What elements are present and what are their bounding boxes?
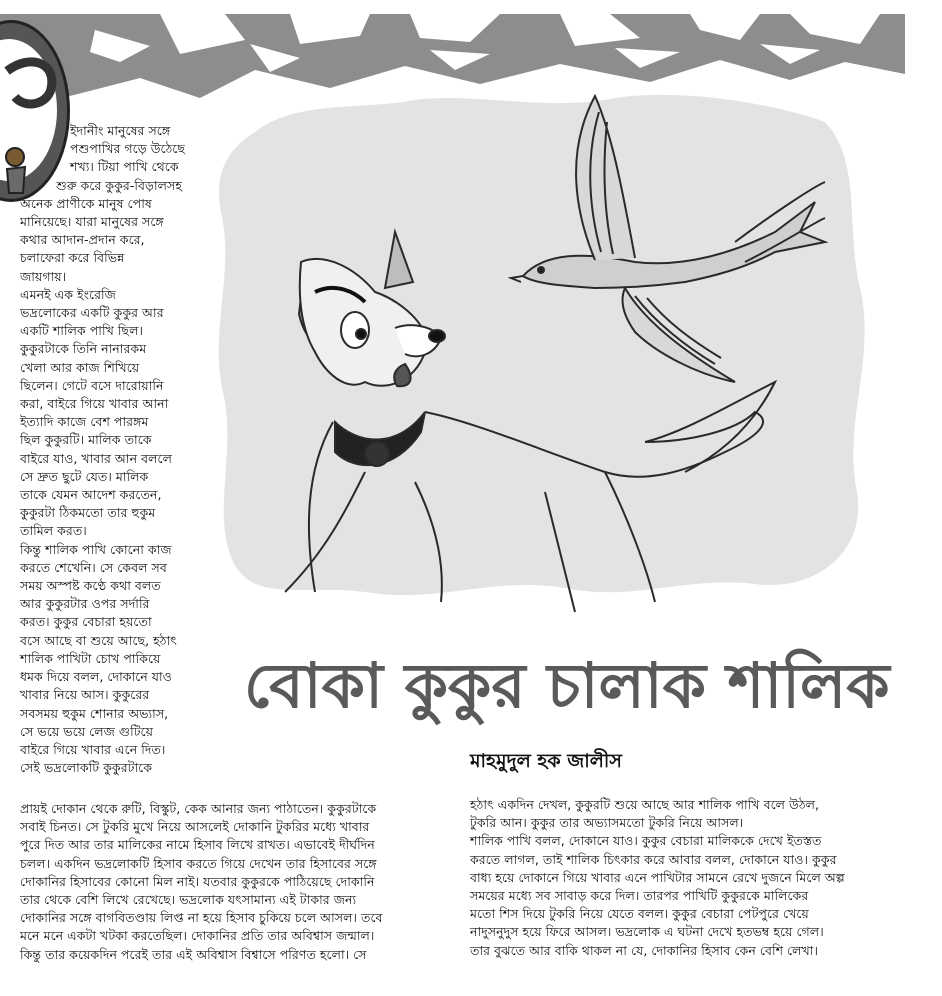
text-line: বাধ্য হয়ে দোকানে গিয়ে খাবার এনে পাখিটার সামনে রেখে দুজনে মিলে অল্প <box>470 869 845 885</box>
text-line: করতে লাগল, তাই শালিক চিৎকার করে আবার বলল, দোকানে যাও। কুকুর <box>470 851 837 867</box>
text-line: কুকুরটাকে তিনি নানারকম <box>20 341 147 357</box>
text-line: সে ভয়ে ভয়ে লেজ গুটিয়ে <box>20 723 154 739</box>
text-line: কিন্তু তার কয়েকদিন পরেই তার এই অবিশ্বাস বিশ্বাসে পরিণত হলো। সে <box>20 946 367 962</box>
text-line: প্রায়ই দোকান থেকে রুটি, বিস্কুট, কেক আনার জন্য পাঠাতেন। কুকুরটাকে <box>20 801 377 816</box>
text-line: বসে আছে বা শুয়ে আছে, হঠাৎ <box>20 632 177 648</box>
text-line: শালিক পাখিটা চোখ পাকিয়ে <box>20 650 161 666</box>
text-line: অনেক প্রাণীকে মানুষ পোষ <box>20 195 152 211</box>
text-line: ইত্যাদি কাজে বেশ পারঙ্গম <box>20 414 149 430</box>
text-line: আর কুকুরটার ওপর সর্দারি <box>20 596 150 612</box>
text-line: এমনই এক ইংরেজি <box>20 286 116 302</box>
text-line: পুরে দিত আর তার মালিকের নামে হিসাব লিখে রাখত। এভাবেই দীর্ঘদিন <box>20 837 375 853</box>
text-line: মতো শিস দিয়ে টুকরি নিয়ে যেতে বলল। কুকুর বেচারা পেটপুরে খেয়ে <box>470 906 809 922</box>
text-line: ছিল কুকুরটি। মালিক তাকে <box>20 432 152 448</box>
text-line: বাইরে যাও, খাবার আন বললে <box>20 450 172 466</box>
text-line: সময় অস্পষ্ট কণ্ঠে কথা বলত <box>20 578 161 594</box>
text-line: তামিল করত। <box>20 523 87 539</box>
text-line: মনে মনে একটা খটকা করতেছিল। দোকানির প্রতি তার অবিশ্বাস জন্মাল। <box>20 928 375 944</box>
text-line: টুকরি আন। কুকুর তার অভ্যাসমতো টুকরি নিয়ে আসল। <box>470 815 744 831</box>
text-line: চলল। একদিন ভদ্রলোকটি হিসাব করতে গিয়ে দেখেন তার হিসাবের সঙ্গে <box>20 855 377 871</box>
text-line: দোকানির সঙ্গে বাগবিতণ্ডায় লিপ্ত না হয়ে হিসাব চুকিয়ে চলে আসল। তবে <box>20 910 383 926</box>
text-line: একটি শালিক পাখি ছিল। <box>20 323 143 339</box>
text-line: কথার আদান-প্রদান করে, <box>20 232 145 248</box>
left-text-column <box>20 122 208 777</box>
text-line: কুকুরটা ঠিকমতো তার হুকুম <box>20 505 156 521</box>
author-byline: মাহমুদুল হক জালীস <box>470 750 622 772</box>
text-line: সবাই চিনত। সে টুকরি মুখে নিয়ে আসলেই দোকানি টুকরির মধ্যে খাবার <box>20 819 370 835</box>
text-line: মানিয়েছে। যারা মানুষের সঙ্গে <box>20 214 164 230</box>
article-title: বোকা কুকুর চালাক শালিক <box>244 649 890 722</box>
text-line: ছিলেন। গেটে বসে দারোয়ানি <box>20 377 164 393</box>
story-illustration <box>215 92 865 622</box>
text-line: জায়গায়। <box>20 268 67 284</box>
text-line: দোকানির হিসাবের কোনো মিল নাই। যতবার কুকুরকে পাঠিয়েছে দোকানি <box>20 873 375 889</box>
text-line: করতে শেখেনি। সে কেবল সব <box>20 559 167 575</box>
text-line: করা, বাইরে গিয়ে খাবার আনা <box>20 396 169 412</box>
text-line: সেই ভদ্রলোকটি কুকুরটাকে <box>20 760 153 776</box>
text-line: তার থেকে বেশি লিখে রেখেছে। ভদ্রলোক যৎসামান্য এই টাকার জন্য <box>20 892 357 908</box>
text-line: করত। কুকুর বেচারা হয়তো <box>20 614 152 630</box>
text-line: খেলা আর কাজ শিখিয়ে <box>20 359 140 375</box>
wide-text-column <box>20 800 435 964</box>
right-text-column <box>470 796 920 960</box>
text-line: কিন্তু শালিক পাখি কোনো কাজ <box>20 541 172 557</box>
text-line: খাবার নিয়ে আস। কুকুরের <box>20 687 150 703</box>
text-line: তাকে যেমন আদেশ করতেন, <box>20 487 162 503</box>
text-line: বাইরে গিয়ে খাবার এনে দিত। <box>20 741 166 757</box>
text-line: চলাফেরা করে বিভিন্ন <box>20 250 125 266</box>
text-line: ইদানীং মানুষের সঙ্গে <box>70 123 171 138</box>
text-line: ধমক দিয়ে বলল, দোকানে যাও <box>20 669 172 685</box>
text-line: ভদ্রলোকের একটি কুকুর আর <box>20 305 164 321</box>
text-line: শুরু করে কুকুর-বিড়ালসহ <box>56 177 182 193</box>
text-line: সবসময় হুকুম শোনার অভ্যাস, <box>20 705 169 721</box>
text-line: সে দ্রুত ছুটে যেত। মালিক <box>20 468 149 484</box>
text-line: তার বুঝতে আর বাকি থাকল না যে, দোকানির হিসাব কেন বেশি লেখা। <box>470 942 818 958</box>
text-line: হঠাৎ একদিন দেখল, কুকুরটি শুয়ে আছে আর শালিক পাখি বলে উঠল, <box>470 797 819 812</box>
text-line: নাদুসনুদুস হয়ে ফিরে আসল। ভদ্রলোক এ ঘটনা দেখে হতভম্ব হয়ে গেল। <box>470 924 824 940</box>
text-line: শখ্য। টিয়া পাখি থেকে <box>70 159 179 175</box>
text-line: সময়ের মধ্যে সব সাবাড় করে দিল। তারপর পাখিটি কুকুরকে মালিকের <box>470 888 809 904</box>
text-line: পশুপাখির গড়ে উঠেছে <box>70 141 185 157</box>
text-line: শালিক পাখি বলল, দোকানে যাও। কুকুর বেচারা মালিককে দেখে ইতস্তত <box>470 833 822 849</box>
